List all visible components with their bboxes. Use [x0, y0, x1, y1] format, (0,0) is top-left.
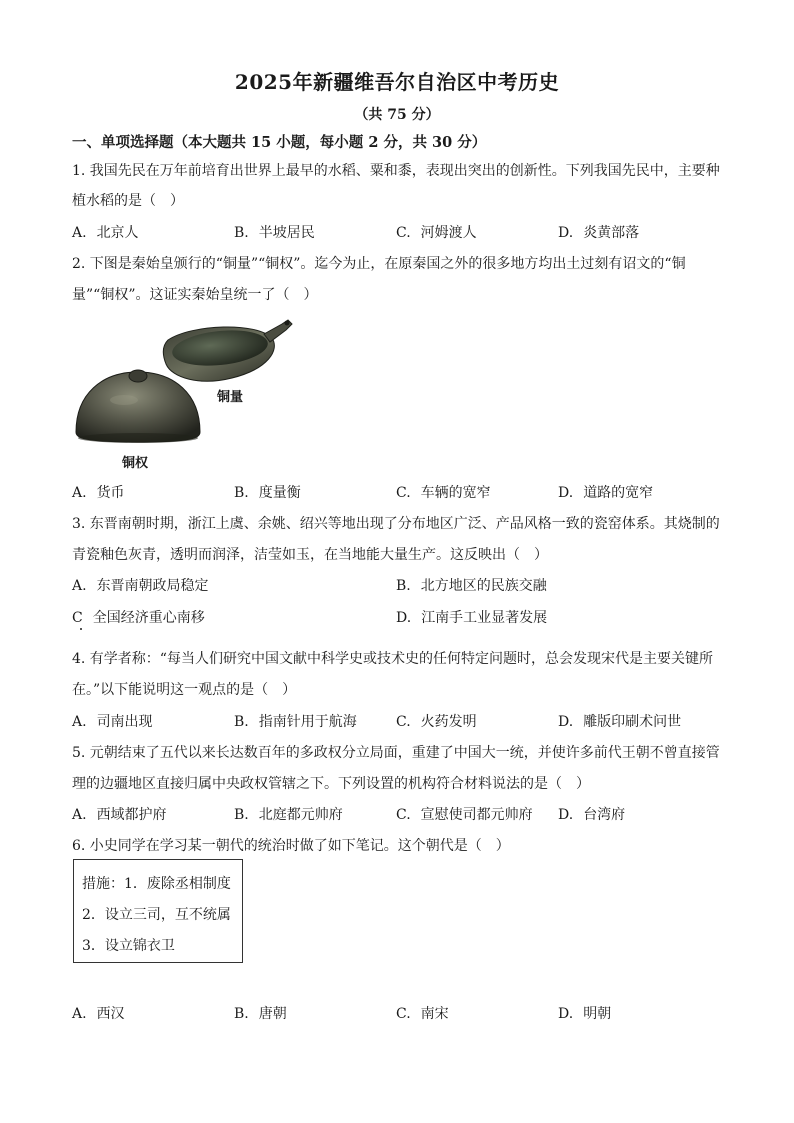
section-heading: 一、单项选择题（本大题共 15 小题，每小题 2 分，共 30 分） [72, 134, 487, 151]
q2-line-1: 2. 下图是秦始皇颁行的“铜量”“铜权”。迄今为止，在原秦国之外的很多地方均出土过刻有诏文的“铜 [72, 256, 686, 272]
q4-option-c[interactable]: C. 火药发明 [396, 714, 477, 730]
q3-option-c[interactable]: C 全国经济重心南移 [72, 610, 205, 626]
figure-label-weight: 铜权 [122, 456, 149, 471]
q5-option-a[interactable]: A. 西域都护府 [72, 807, 167, 823]
q2-line-2: 量”“铜权”。这证实秦始皇统一了（ ） [72, 287, 318, 303]
bronze-artifacts-image [72, 314, 302, 474]
q3-option-d[interactable]: D. 江南手工业显著发展 [396, 610, 548, 626]
q4-option-a[interactable]: A. 司南出现 [72, 714, 153, 730]
q1-option-d[interactable]: D. 炎黄部落 [558, 225, 640, 241]
q1-option-b[interactable]: B. 半坡居民 [234, 225, 315, 241]
q2-option-c[interactable]: C. 车辆的宽窄 [396, 485, 491, 501]
q1-line-2: 植水稻的是（ ） [72, 193, 184, 209]
note-line-3: 3．设立锦衣卫 [82, 938, 175, 954]
q2-option-d[interactable]: D. 道路的宽窄 [558, 485, 654, 501]
q5-line-2: 理的边疆地区直接归属中央政权管辖之下。下列设置的机构符合材料说法的是（ ） [72, 776, 590, 792]
q3-line-2: 青瓷釉色灰青，透明而润泽，洁莹如玉，在当地能大量生产。这反映出（ ） [72, 547, 548, 563]
q6-option-b[interactable]: B. 唐朝 [234, 1006, 287, 1022]
q2-option-b[interactable]: B. 度量衡 [234, 485, 301, 501]
q4-option-b[interactable]: B. 指南针用于航海 [234, 714, 357, 730]
q4-line-2: 在。”以下能说明这一观点的是（ ） [72, 682, 297, 698]
q6-option-c[interactable]: C. 南宋 [396, 1006, 449, 1022]
q3-line-1: 3. 东晋南朝时期，浙江上虞、余姚、绍兴等地出现了分布地区广泛、产品风格一致的瓷窑体系。其烧制的 [72, 516, 720, 532]
page-title: 2025年新疆维吾尔自治区中考历史 [234, 70, 560, 94]
note-line-1: 措施：1．废除丞相制度 [82, 876, 231, 892]
q5-option-c[interactable]: C. 宣慰使司都元帅府 [396, 807, 533, 823]
q5-option-d[interactable]: D. 台湾府 [558, 807, 626, 823]
q6-option-a[interactable]: A. 西汉 [72, 1006, 125, 1022]
q4-line-1: 4. 有学者称：“每当人们研究中国文献中科学史或技术史的任何特定问题时，总会发现宋代是主要关键所 [72, 651, 713, 667]
q4-option-d[interactable]: D. 雕版印刷术问世 [558, 714, 682, 730]
bronze-figure [72, 314, 302, 474]
bronze-measure [163, 320, 292, 381]
page-subtitle: （共 75 分） [354, 107, 440, 123]
q5-line-1: 5. 元朝结束了五代以来长达数百年的多政权分立局面，重建了中国大一统，并使许多前代王朝不曾直接管 [72, 745, 720, 761]
q6-line-1: 6. 小史同学在学习某一朝代的统治时做了如下笔记。这个朝代是（ ） [72, 838, 510, 854]
q3-option-a[interactable]: A. 东晋南朝政局稳定 [72, 578, 209, 594]
q1-option-c[interactable]: C. 河姆渡人 [396, 225, 477, 241]
stray-dot [80, 628, 82, 630]
q1-option-a[interactable]: A. 北京人 [72, 225, 139, 241]
q5-option-b[interactable]: B. 北庭都元帅府 [234, 807, 343, 823]
note-line-2: 2．设立三司，互不统属 [82, 907, 231, 923]
q3-option-b[interactable]: B. 北方地区的民族交融 [396, 578, 547, 594]
bronze-weight [76, 370, 200, 443]
note-box [73, 859, 243, 963]
q1-line-1: 1. 我国先民在万年前培育出世界上最早的水稻、粟和黍，表现出突出的创新性。下列我国先民中，主要种 [72, 163, 720, 179]
q6-option-d[interactable]: D. 明朝 [558, 1006, 612, 1022]
q2-option-a[interactable]: A. 货币 [72, 485, 125, 501]
figure-label-measure: 铜量 [217, 390, 244, 405]
